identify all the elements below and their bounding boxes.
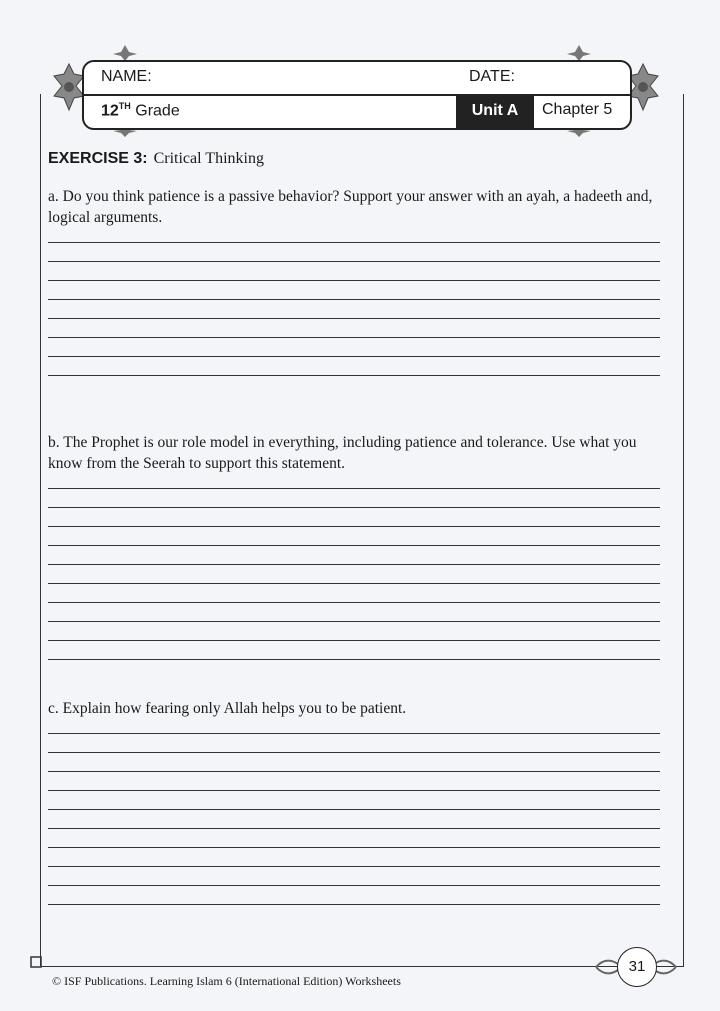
question-b: b. The Prophet is our role model in everything, including patience and tolerance. Use what you know from the Seerah to support this statement. bbox=[48, 434, 637, 472]
answer-line[interactable] bbox=[48, 809, 660, 810]
grade-suffix: TH bbox=[118, 101, 131, 111]
grade-label bbox=[101, 101, 180, 120]
answer-line[interactable] bbox=[48, 885, 660, 886]
answer-line[interactable] bbox=[48, 488, 660, 489]
name-label: NAME: bbox=[101, 68, 152, 85]
ornament-corner-bottom-left-icon bbox=[28, 954, 44, 970]
grade-word: Grade bbox=[135, 102, 180, 120]
answer-line[interactable] bbox=[48, 507, 660, 508]
answer-line[interactable] bbox=[48, 621, 660, 622]
answer-line[interactable] bbox=[48, 733, 660, 734]
answer-line[interactable] bbox=[48, 602, 660, 603]
question-a: a. Do you think patience is a passive behavior? Support your answer with an ayah, a hadeeth and, logical arguments. bbox=[48, 188, 653, 226]
grade-number: 12 bbox=[101, 102, 119, 120]
answer-line[interactable] bbox=[48, 771, 660, 772]
answer-line[interactable] bbox=[48, 356, 660, 357]
answer-line[interactable] bbox=[48, 866, 660, 867]
answer-line[interactable] bbox=[48, 583, 660, 584]
header-row-name-date bbox=[84, 62, 630, 96]
ornament-left-icon bbox=[52, 62, 86, 112]
exercise-subtitle: Critical Thinking bbox=[153, 150, 264, 167]
answer-line[interactable] bbox=[48, 261, 660, 262]
page-number-badge bbox=[594, 944, 678, 994]
exercise-label: EXERCISE 3: bbox=[48, 150, 148, 167]
answer-line[interactable] bbox=[48, 847, 660, 848]
answer-line[interactable] bbox=[48, 564, 660, 565]
answer-line[interactable] bbox=[48, 280, 660, 281]
date-label: DATE: bbox=[469, 68, 515, 85]
answer-line[interactable] bbox=[48, 375, 660, 376]
header-row-grade-unit bbox=[84, 96, 630, 128]
answer-line[interactable] bbox=[48, 828, 660, 829]
question-c: c. Explain how fearing only Allah helps you to be patient. bbox=[48, 700, 407, 717]
answer-line[interactable] bbox=[48, 318, 660, 319]
footer-copyright: © ISF Publications. Learning Islam 6 (International Edition) Worksheets bbox=[52, 974, 401, 988]
chapter-label: Chapter 5 bbox=[542, 101, 613, 118]
answer-line[interactable] bbox=[48, 337, 660, 338]
answer-line[interactable] bbox=[48, 299, 660, 300]
answer-line[interactable] bbox=[48, 659, 660, 660]
answer-line[interactable] bbox=[48, 640, 660, 641]
header-box bbox=[82, 60, 632, 130]
answer-line[interactable] bbox=[48, 545, 660, 546]
answer-line[interactable] bbox=[48, 752, 660, 753]
answer-line[interactable] bbox=[48, 526, 660, 527]
exercise-title bbox=[48, 150, 264, 168]
page-number: 31 bbox=[617, 947, 657, 987]
answer-line[interactable] bbox=[48, 904, 660, 905]
unit-badge: Unit A bbox=[456, 96, 534, 128]
answer-line[interactable] bbox=[48, 242, 660, 243]
answer-line[interactable] bbox=[48, 790, 660, 791]
